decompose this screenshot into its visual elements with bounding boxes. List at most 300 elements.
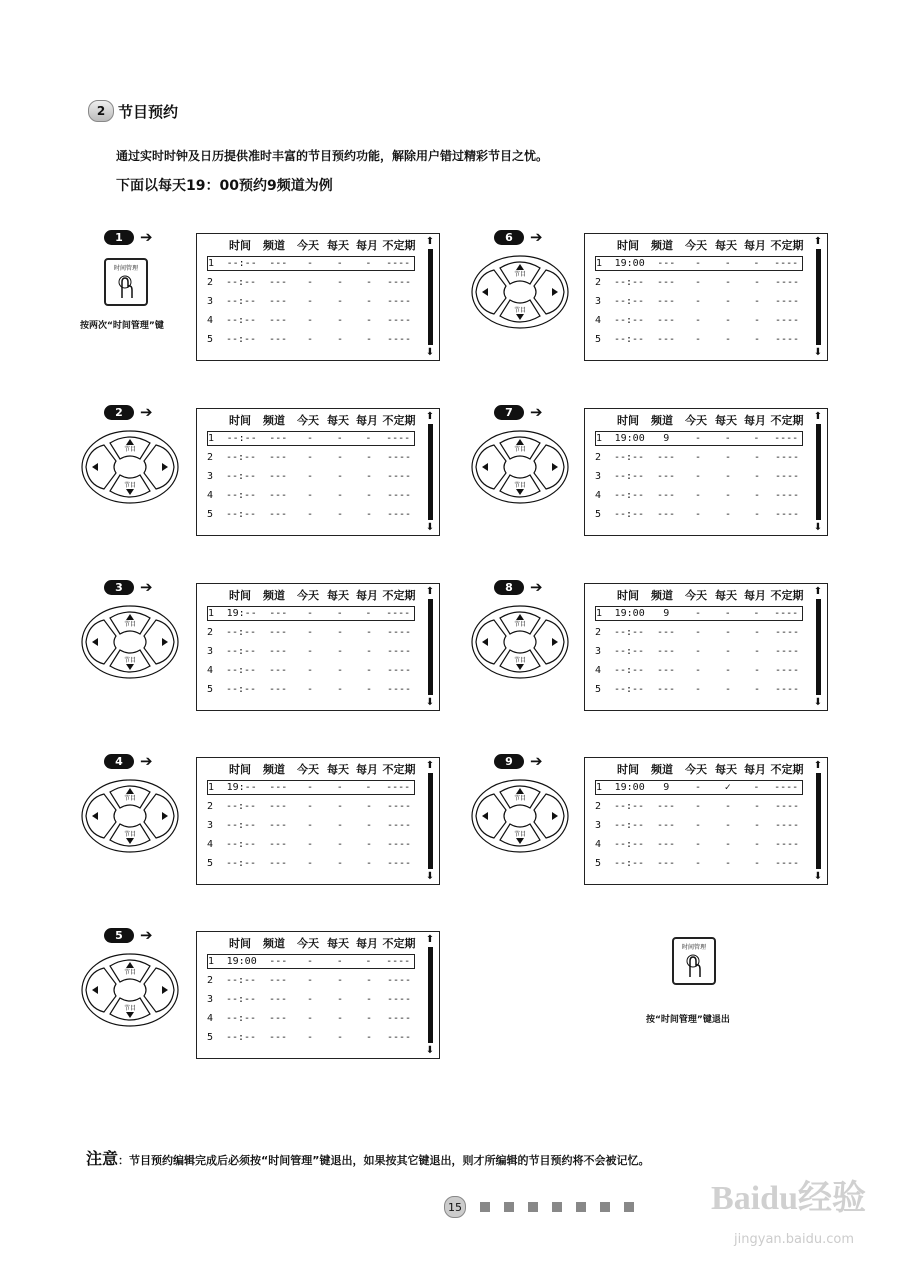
table-cell: --- bbox=[269, 433, 288, 444]
header-cell: 频道 bbox=[263, 937, 285, 950]
table-cell: 4 bbox=[207, 665, 214, 676]
table-cell: - bbox=[724, 277, 732, 288]
table-cell: - bbox=[336, 801, 344, 812]
table-cell: - bbox=[753, 315, 761, 326]
table-cell: ---- bbox=[386, 334, 412, 345]
table-cell: ---- bbox=[774, 627, 800, 638]
header-cell: 每天 bbox=[327, 239, 349, 252]
table-cell: 1 bbox=[596, 258, 603, 269]
table-cell: - bbox=[753, 452, 761, 463]
table-cell: - bbox=[753, 258, 760, 269]
header-cell: 每天 bbox=[327, 589, 349, 602]
table-row bbox=[595, 663, 803, 678]
table-cell: ---- bbox=[774, 608, 799, 619]
table-row bbox=[595, 469, 803, 484]
table-row bbox=[207, 1011, 415, 1026]
table-cell: - bbox=[336, 782, 343, 793]
table-cell: ---- bbox=[386, 665, 412, 676]
table-cell: --- bbox=[268, 975, 288, 986]
table-row bbox=[207, 856, 415, 871]
table-cell: ---- bbox=[774, 334, 800, 345]
table-cell: - bbox=[694, 782, 702, 793]
table-cell: 5 bbox=[595, 858, 602, 869]
table-row bbox=[595, 313, 803, 328]
scrollbar bbox=[813, 236, 823, 358]
table-cell: ---- bbox=[386, 452, 412, 463]
table-cell: - bbox=[694, 452, 702, 463]
svg-text:节目: 节目 bbox=[123, 969, 137, 976]
table-cell: - bbox=[365, 433, 372, 444]
table-cell: - bbox=[336, 608, 343, 619]
table-cell: 4 bbox=[207, 1013, 214, 1024]
table-cell: ---- bbox=[774, 839, 800, 850]
table-cell: - bbox=[753, 277, 761, 288]
table-cell: --- bbox=[268, 646, 288, 657]
table-cell: - bbox=[753, 858, 761, 869]
table-cell: 1 bbox=[596, 433, 603, 444]
table-row bbox=[207, 837, 415, 852]
header-cell: 每天 bbox=[327, 937, 349, 950]
table-cell: - bbox=[694, 296, 702, 307]
table-cell: - bbox=[724, 820, 732, 831]
arrow-right-icon: ➔ bbox=[530, 578, 543, 596]
header-cell: 时间 bbox=[617, 589, 639, 602]
scrollbar bbox=[425, 760, 435, 882]
table-cell: --:-- bbox=[225, 334, 257, 345]
table-cell: - bbox=[336, 665, 344, 676]
intro-text: 通过实时时钟及日历提供准时丰富的节目预约功能，解除用户错过精彩节目之忧。 bbox=[116, 149, 549, 163]
scrollbar bbox=[425, 236, 435, 358]
pager-square bbox=[600, 1202, 610, 1212]
svg-text:节目: 节目 bbox=[513, 831, 527, 838]
scroll-down-icon: ⬇ bbox=[813, 697, 823, 708]
table-row bbox=[207, 644, 415, 659]
table-cell: - bbox=[365, 646, 373, 657]
table-cell: --:-- bbox=[613, 665, 645, 676]
table-cell: --- bbox=[269, 608, 288, 619]
table-cell: --- bbox=[269, 258, 288, 269]
table-cell: 5 bbox=[595, 334, 602, 345]
table-cell: --:-- bbox=[225, 858, 257, 869]
table-cell: --- bbox=[656, 315, 676, 326]
table-cell: - bbox=[753, 665, 761, 676]
table-cell: - bbox=[336, 509, 344, 520]
header-cell: 每月 bbox=[744, 763, 766, 776]
table-cell: - bbox=[365, 782, 372, 793]
header-cell: 不定期 bbox=[382, 239, 416, 252]
table-cell: ---- bbox=[386, 646, 412, 657]
header-cell: 时间 bbox=[617, 414, 639, 427]
arrow-right-icon: ➔ bbox=[530, 752, 543, 770]
lcd-screen bbox=[196, 583, 440, 711]
table-cell: 5 bbox=[207, 684, 214, 695]
table-row bbox=[595, 507, 803, 522]
table-cell: - bbox=[336, 1032, 344, 1043]
scroll-up-icon: ⬆ bbox=[425, 760, 435, 771]
table-cell: ---- bbox=[774, 296, 800, 307]
table-cell: 3 bbox=[595, 471, 602, 482]
pager-square bbox=[576, 1202, 586, 1212]
table-cell: --- bbox=[656, 646, 676, 657]
watermark-url: jingyan.baidu.com bbox=[734, 1232, 854, 1247]
table-cell: - bbox=[306, 801, 314, 812]
lcd-screen bbox=[584, 408, 828, 536]
table-cell: --:-- bbox=[613, 334, 645, 345]
table-cell: --:-- bbox=[613, 684, 645, 695]
table-cell: - bbox=[365, 665, 373, 676]
table-cell: --:-- bbox=[225, 1013, 257, 1024]
table-cell: ---- bbox=[774, 801, 800, 812]
table-cell: --- bbox=[656, 277, 676, 288]
header-cell: 频道 bbox=[651, 239, 673, 252]
header-cell: 每月 bbox=[356, 239, 378, 252]
step-number: 8 bbox=[494, 580, 524, 595]
header-cell: 时间 bbox=[229, 239, 251, 252]
pager bbox=[444, 1196, 634, 1218]
table-cell: - bbox=[365, 975, 373, 986]
step-number: 6 bbox=[494, 230, 524, 245]
table-cell: --:-- bbox=[225, 839, 257, 850]
scroll-down-icon: ⬇ bbox=[813, 522, 823, 533]
table-cell: ---- bbox=[386, 684, 412, 695]
table-cell: 3 bbox=[207, 296, 214, 307]
direction-pad-icon bbox=[80, 604, 180, 680]
header-cell: 今天 bbox=[685, 763, 707, 776]
table-cell: 3 bbox=[595, 820, 602, 831]
table-cell: 4 bbox=[207, 490, 214, 501]
screen-header bbox=[613, 237, 805, 253]
table-cell: - bbox=[306, 994, 314, 1005]
direction-pad-icon bbox=[80, 429, 180, 505]
table-cell: --:-- bbox=[613, 858, 645, 869]
header-cell: 频道 bbox=[263, 239, 285, 252]
lcd-screen bbox=[196, 408, 440, 536]
step-number: 4 bbox=[104, 754, 134, 769]
table-row bbox=[207, 313, 415, 328]
section-title bbox=[88, 100, 178, 122]
table-cell: --- bbox=[268, 858, 288, 869]
table-cell: 2 bbox=[207, 627, 214, 638]
table-cell: 2 bbox=[595, 627, 602, 638]
table-cell: 19:-- bbox=[226, 608, 257, 619]
table-cell: 19:00 bbox=[614, 782, 645, 793]
table-cell: - bbox=[753, 801, 761, 812]
table-cell: --- bbox=[268, 665, 288, 676]
table-cell: --:-- bbox=[225, 1032, 257, 1043]
table-cell: --:-- bbox=[613, 839, 645, 850]
direction-pad bbox=[80, 429, 180, 509]
table-cell: - bbox=[306, 1032, 314, 1043]
table-cell: --- bbox=[656, 452, 676, 463]
table-row bbox=[207, 1030, 415, 1045]
table-cell: - bbox=[336, 471, 344, 482]
table-cell: --:-- bbox=[225, 315, 257, 326]
table-cell: --- bbox=[656, 858, 676, 869]
table-cell: 4 bbox=[595, 490, 602, 501]
svg-text:节目: 节目 bbox=[513, 446, 527, 453]
table-cell: - bbox=[724, 334, 732, 345]
table-cell: - bbox=[694, 684, 702, 695]
header-cell: 今天 bbox=[685, 414, 707, 427]
table-row bbox=[207, 332, 415, 347]
table-cell: - bbox=[306, 334, 314, 345]
table-cell: --- bbox=[268, 315, 288, 326]
step-label bbox=[494, 578, 543, 596]
table-cell: ---- bbox=[386, 839, 412, 850]
table-cell: - bbox=[336, 956, 343, 967]
table-row bbox=[595, 606, 803, 621]
header-cell: 频道 bbox=[651, 589, 673, 602]
table-cell: ---- bbox=[386, 490, 412, 501]
table-cell: - bbox=[694, 608, 702, 619]
scroll-down-icon: ⬇ bbox=[425, 522, 435, 533]
scroll-up-icon: ⬆ bbox=[425, 236, 435, 247]
table-cell: - bbox=[753, 490, 761, 501]
table-cell: --- bbox=[656, 684, 676, 695]
table-cell: - bbox=[306, 839, 314, 850]
header-cell: 今天 bbox=[685, 589, 707, 602]
table-cell: 1 bbox=[596, 782, 603, 793]
note-label: 注意 bbox=[86, 1149, 119, 1168]
table-cell: - bbox=[753, 627, 761, 638]
scrollbar bbox=[813, 411, 823, 533]
table-cell: - bbox=[724, 839, 732, 850]
table-cell: - bbox=[724, 471, 732, 482]
table-cell: --:-- bbox=[613, 646, 645, 657]
table-cell: - bbox=[694, 801, 702, 812]
table-cell: --- bbox=[656, 665, 676, 676]
table-row bbox=[595, 256, 803, 271]
header-cell: 时间 bbox=[229, 937, 251, 950]
table-cell: ---- bbox=[386, 627, 412, 638]
table-cell: - bbox=[306, 296, 314, 307]
table-cell: --:-- bbox=[225, 509, 257, 520]
table-row bbox=[207, 294, 415, 309]
table-cell: ---- bbox=[386, 258, 411, 269]
table-cell: - bbox=[365, 956, 372, 967]
table-cell: 3 bbox=[207, 646, 214, 657]
section-title-text: 节目预约 bbox=[118, 102, 179, 121]
lcd-screen bbox=[196, 931, 440, 1059]
table-cell: --:-- bbox=[225, 975, 257, 986]
svg-text:节目: 节目 bbox=[513, 307, 527, 314]
section-number-badge: 2 bbox=[88, 100, 114, 122]
header-cell: 时间 bbox=[229, 763, 251, 776]
screen-header bbox=[613, 412, 805, 428]
table-cell: ---- bbox=[774, 509, 800, 520]
table-cell: ---- bbox=[386, 1013, 412, 1024]
header-cell: 每天 bbox=[327, 763, 349, 776]
exit-mgmt-button bbox=[672, 937, 716, 985]
header-cell: 不定期 bbox=[382, 589, 416, 602]
table-cell: - bbox=[753, 646, 761, 657]
header-cell: 今天 bbox=[685, 239, 707, 252]
table-cell: ---- bbox=[774, 858, 800, 869]
table-cell: 4 bbox=[595, 315, 602, 326]
table-cell: 3 bbox=[207, 471, 214, 482]
table-cell: --:-- bbox=[613, 315, 645, 326]
table-row bbox=[595, 431, 803, 446]
table-cell: --:-- bbox=[225, 471, 257, 482]
header-cell: 每月 bbox=[744, 414, 766, 427]
table-row bbox=[595, 644, 803, 659]
table-cell: - bbox=[365, 334, 373, 345]
table-cell: --:-- bbox=[613, 471, 645, 482]
arrow-right-icon: ➔ bbox=[530, 228, 543, 246]
arrow-right-icon: ➔ bbox=[530, 403, 543, 421]
table-cell: - bbox=[753, 433, 760, 444]
table-cell: ---- bbox=[386, 956, 411, 967]
table-cell: --:-- bbox=[225, 684, 257, 695]
table-cell: 19:00 bbox=[614, 608, 645, 619]
svg-text:节目: 节目 bbox=[123, 831, 137, 838]
table-cell: - bbox=[694, 646, 702, 657]
table-cell: --- bbox=[268, 684, 288, 695]
table-cell: - bbox=[724, 858, 732, 869]
step-label bbox=[104, 403, 153, 421]
table-cell: - bbox=[306, 490, 314, 501]
table-cell: 1 bbox=[208, 956, 215, 967]
table-row bbox=[207, 606, 415, 621]
table-cell: ---- bbox=[774, 471, 800, 482]
table-row bbox=[207, 450, 415, 465]
table-cell: --- bbox=[268, 994, 288, 1005]
table-cell: ---- bbox=[386, 1032, 412, 1043]
table-row bbox=[207, 780, 415, 795]
table-cell: --- bbox=[268, 509, 288, 520]
table-cell: - bbox=[724, 608, 731, 619]
table-cell: --- bbox=[268, 490, 288, 501]
table-cell: - bbox=[336, 1013, 344, 1024]
table-cell: --:-- bbox=[613, 820, 645, 831]
table-cell: 19:00 bbox=[226, 956, 257, 967]
table-cell: - bbox=[724, 433, 731, 444]
scrollbar bbox=[813, 586, 823, 708]
header-cell: 频道 bbox=[263, 589, 285, 602]
table-cell: - bbox=[694, 490, 702, 501]
table-cell: --- bbox=[268, 1032, 288, 1043]
direction-pad bbox=[470, 429, 570, 509]
table-cell: - bbox=[336, 433, 343, 444]
table-cell: ---- bbox=[774, 258, 799, 269]
table-cell: - bbox=[365, 684, 373, 695]
table-cell: - bbox=[724, 627, 732, 638]
table-cell: - bbox=[306, 975, 314, 986]
header-cell: 不定期 bbox=[382, 937, 416, 950]
direction-pad bbox=[80, 604, 180, 684]
table-cell: --:-- bbox=[225, 277, 257, 288]
svg-text:节目: 节目 bbox=[123, 446, 137, 453]
svg-text:节目: 节目 bbox=[513, 621, 527, 628]
table-row bbox=[207, 663, 415, 678]
svg-text:节目: 节目 bbox=[123, 482, 137, 489]
header-cell: 不定期 bbox=[382, 763, 416, 776]
table-row bbox=[207, 625, 415, 640]
header-cell: 今天 bbox=[297, 763, 319, 776]
scrollbar bbox=[425, 411, 435, 533]
table-cell: - bbox=[724, 665, 732, 676]
table-cell: - bbox=[336, 975, 344, 986]
table-row bbox=[207, 507, 415, 522]
step1-caption: 按两次“时间管理”键 bbox=[80, 321, 164, 331]
table-cell: --:-- bbox=[225, 820, 257, 831]
table-cell: - bbox=[336, 646, 344, 657]
table-cell: 2 bbox=[207, 975, 214, 986]
arrow-right-icon: ➔ bbox=[140, 752, 153, 770]
mgmt-button-label: 时间管理 bbox=[113, 265, 138, 272]
table-row bbox=[595, 799, 803, 814]
table-cell: --- bbox=[268, 334, 288, 345]
table-cell: --- bbox=[656, 627, 676, 638]
header-cell: 每天 bbox=[327, 414, 349, 427]
finger-icon bbox=[684, 951, 704, 979]
table-cell: 2 bbox=[207, 277, 214, 288]
table-cell: - bbox=[694, 665, 702, 676]
step-label bbox=[494, 228, 543, 246]
step-number: 1 bbox=[104, 230, 134, 245]
step-label bbox=[104, 926, 153, 944]
svg-text:节目: 节目 bbox=[123, 657, 137, 664]
table-cell: - bbox=[306, 820, 314, 831]
scroll-up-icon: ⬆ bbox=[813, 236, 823, 247]
table-cell: - bbox=[365, 452, 373, 463]
table-cell: - bbox=[336, 627, 344, 638]
table-cell: - bbox=[306, 509, 314, 520]
header-cell: 不定期 bbox=[770, 763, 804, 776]
table-cell: - bbox=[365, 839, 373, 850]
table-cell: - bbox=[336, 315, 344, 326]
table-cell: 9 bbox=[663, 782, 670, 793]
scrollbar bbox=[813, 760, 823, 882]
table-cell: - bbox=[694, 509, 702, 520]
step-number: 3 bbox=[104, 580, 134, 595]
scroll-down-icon: ⬇ bbox=[813, 347, 823, 358]
table-cell: ---- bbox=[774, 684, 800, 695]
table-cell: ---- bbox=[774, 490, 800, 501]
table-cell: 3 bbox=[595, 296, 602, 307]
table-cell: - bbox=[336, 858, 344, 869]
table-cell: - bbox=[365, 509, 373, 520]
step-number: 9 bbox=[494, 754, 524, 769]
table-cell: ---- bbox=[774, 452, 800, 463]
direction-pad-icon bbox=[80, 952, 180, 1028]
table-cell: - bbox=[694, 627, 702, 638]
table-cell: ---- bbox=[386, 994, 412, 1005]
header-cell: 频道 bbox=[263, 414, 285, 427]
table-cell: ---- bbox=[774, 277, 800, 288]
table-cell: - bbox=[753, 839, 761, 850]
table-cell: --:-- bbox=[225, 994, 257, 1005]
direction-pad bbox=[80, 952, 180, 1032]
table-row bbox=[207, 818, 415, 833]
table-cell: - bbox=[365, 994, 373, 1005]
direction-pad-icon bbox=[470, 604, 570, 680]
header-cell: 频道 bbox=[263, 763, 285, 776]
table-cell: --- bbox=[656, 820, 676, 831]
table-cell: --:-- bbox=[613, 627, 645, 638]
direction-pad bbox=[80, 778, 180, 858]
table-cell: 5 bbox=[207, 334, 214, 345]
step-label bbox=[494, 752, 543, 770]
scroll-up-icon: ⬆ bbox=[813, 586, 823, 597]
table-cell: --- bbox=[268, 452, 288, 463]
table-cell: ---- bbox=[774, 665, 800, 676]
table-cell: --:-- bbox=[225, 665, 257, 676]
table-cell: ---- bbox=[386, 433, 411, 444]
note bbox=[86, 1146, 649, 1169]
table-cell: ---- bbox=[774, 782, 799, 793]
table-cell: 2 bbox=[595, 452, 602, 463]
